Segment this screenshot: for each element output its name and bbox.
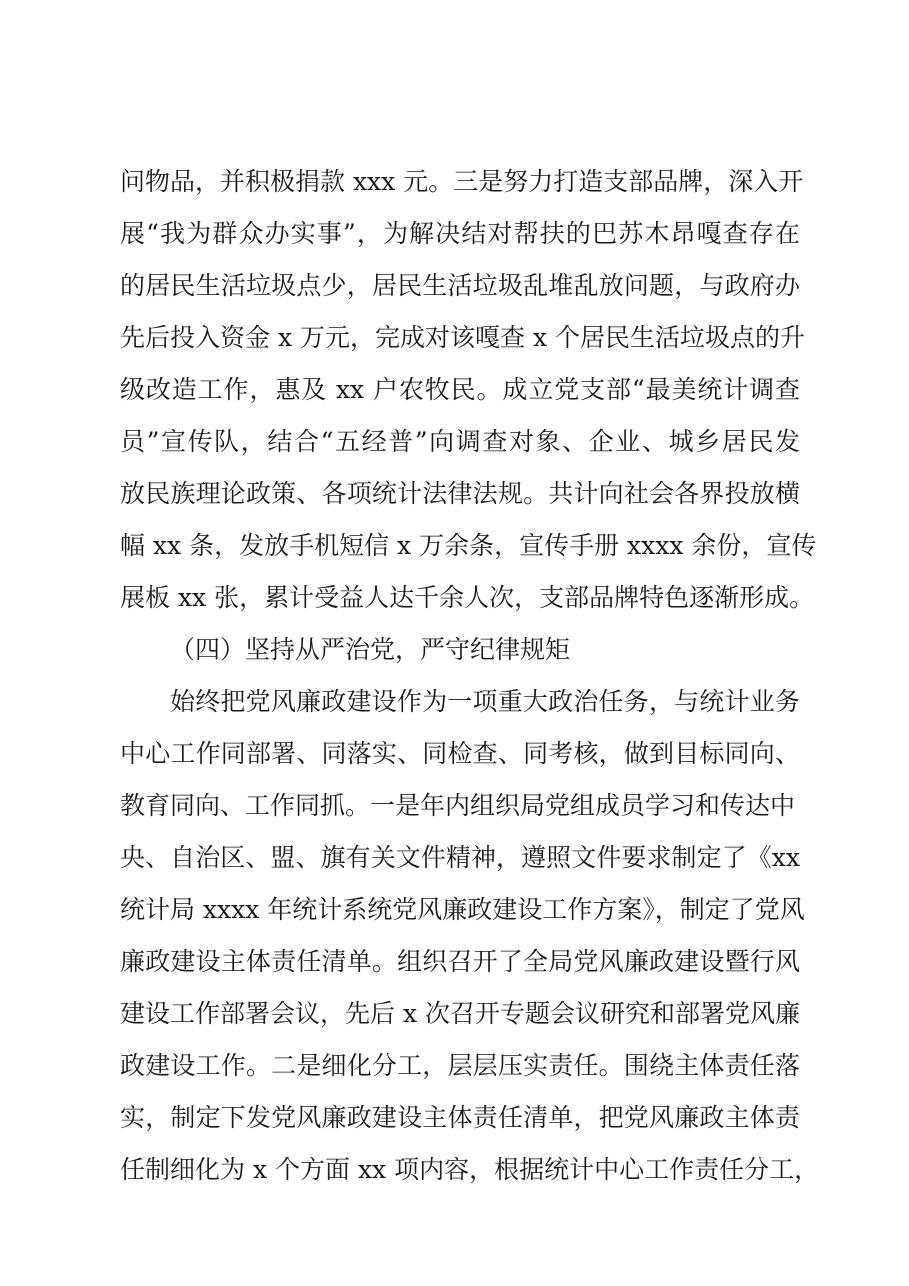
paragraph-line: 教育同向、工作同抓。一是年内组织局党组成员学习和传达中: [120, 791, 796, 820]
paragraph-line: 问物品，并积极捐款 xxx 元。三是努力打造支部品牌，深入开: [120, 167, 804, 196]
paragraph-line: 始终把党风廉政建设作为一项重大政治任务，与统计业务: [170, 687, 800, 716]
paragraph-line: 放民族理论政策、各项统计法律法规。共计向社会各界投放横: [120, 479, 800, 508]
paragraph-line: 央、自治区、盟、旗有关文件精神，遵照文件要求制定了《xx: [120, 843, 800, 872]
paragraph-line: 幅 xx 条，发放手机短信 x 万余条，宣传手册 xxxx 余份，宣传: [120, 531, 817, 560]
paragraph-line: 政建设工作。二是细化分工，层层压实责任。围绕主体责任落: [120, 1051, 800, 1080]
paragraph-line: 任制细化为 x 个方面 xx 项内容，根据统计中心工作责任分工，: [120, 1155, 820, 1184]
paragraph-line: 级改造工作，惠及 xx 户农牧民。成立党支部“最美统计调查: [120, 375, 800, 404]
paragraph-line: 员”宣传队，结合“五经普”向调查对象、企业、城乡居民发: [120, 427, 800, 456]
paragraph-line: 先后投入资金 x 万元，完成对该嘎查 x 个居民生活垃圾点的升: [120, 323, 805, 352]
paragraph-line: 建设工作部署会议，先后 x 次召开专题会议研究和部署党风廉: [120, 999, 800, 1028]
paragraph-line: 廉政建设主体责任清单。组织召开了全局党风廉政建设暨行风: [120, 947, 800, 976]
paragraph-line: 统计局 xxxx 年统计系统党风廉政建设工作方案》，制定了党风: [120, 895, 805, 924]
paragraph-line: 中心工作同部署、同落实、同检查、同考核，做到目标同向、: [120, 739, 800, 768]
paragraph-line: 实，制定下发党风廉政建设主体责任清单，把党风廉政主体责: [120, 1103, 800, 1132]
section-heading: （四）坚持从严治党，严守纪律规矩: [170, 635, 571, 664]
paragraph-line: 展板 xx 张，累计受益人达千余人次，支部品牌特色逐渐形成。: [120, 583, 815, 612]
paragraph-line: 展“我为群众办实事”，为解决结对帮扶的巴苏木昂嘎查存在: [120, 219, 800, 248]
paragraph-line: 的居民生活垃圾点少，居民生活垃圾乱堆乱放问题，与政府办: [120, 271, 800, 300]
